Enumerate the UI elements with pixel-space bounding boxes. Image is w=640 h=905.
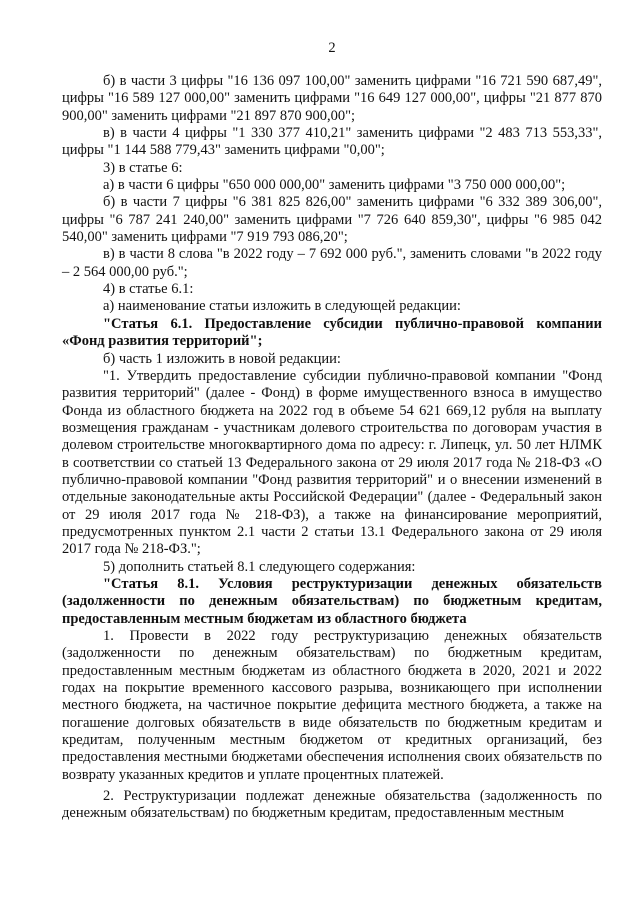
amendment-item-b-part-1: б) часть 1 изложить в новой редакции:	[103, 350, 341, 367]
article-6-1-part-1-text: "1. Утвердить предоставление субсидии публично-правовой компании "Фонд развития территорий" (далее - Фонд) в форме имущественного взноса в имущество Фонда из областного бюджета на 2022 год в объеме 54 621 669,12 рубля на выплату возмещения гражданам - участникам долевого строительства по договорам участия в долевом строительстве многоквартирного дома по адресу: г. Липецк, ул. 50 лет НЛМК в соответствии со статьей 13 Федерального закона от 29 июля 2017 года № 218-ФЗ «О публично-правовой компании "Фонд развития территорий" и о внесении изменений в отдельные законодательные акты Российской Федерации" (далее - Федеральный закон от 29 июля 2017 года № 218-ФЗ), а также на финансирование мероприятий, предусмотренных пунктом 2.1 части 2 статьи 13.1 Федерального закона от 29 июля 2017 года № 218-ФЗ.";	[62, 367, 602, 558]
amendment-item-a-part-6: а) в части 6 цифры "650 000 000,00" заменить цифрами "3 750 000 000,00";	[103, 177, 566, 194]
amendment-item-v-part-8: в) в части 8 слова "в 2022 году – 7 692 000 руб.", заменить словами "в 2022 году – 2 564 000,00 руб.";	[62, 246, 602, 280]
amendment-item-a-title: а) наименование статьи изложить в следующей редакции:	[103, 298, 461, 315]
article-8-1-part-1-text: 1. Провести в 2022 году реструктуризацию денежных обязательств (задолженности по денежным обязательствам) по бюджетным кредитам, предоставленным местным бюджетам из областного бюджета в 2020, 2021 и 2022 годах на покрытие временного кассового разрыва, возникающего при исполнении местного бюджета, на частичное покрытие дефицита местного бюджета, а также на погашение долговых обязательств в виде обязательств по бюджетным кредитам и кредитам, полученным местным бюджетом от кредитных организаций, без предоставления местными бюджетами обеспечения исполнения своих обязательств по возврату указанных кредитов и уплате процентных платежей.	[62, 628, 602, 783]
amendment-article-6-1-heading: 4) в статье 6.1:	[103, 281, 194, 298]
amendment-item-b-part-7: б) в части 7 цифры "6 381 825 826,00" заменить цифрами "6 332 389 306,00", цифры "6 787 241 240,00" заменить цифрами "7 726 640 859,30", цифры "6 985 042 540,00" заменить цифрами "7 919 793 086,20";	[62, 194, 602, 246]
article-8-1-title: "Статья 8.1. Условия реструктуризации денежных обязательств (задолженности по денежным обязательствам) по бюджетным кредитам, предоставленным местным бюджетам из областного бюджета	[62, 575, 602, 627]
amendment-add-article-8-1: 5) дополнить статьей 8.1 следующего содержания:	[103, 558, 416, 575]
document-body	[62, 73, 602, 823]
page-number: 2	[328, 40, 336, 56]
amendment-item-v-part-4: в) в части 4 цифры "1 330 377 410,21" заменить цифрами "2 483 713 553,33", цифры "1 144 588 779,43" заменить цифрами "0,00";	[62, 125, 602, 159]
article-8-1-part-2-text: 2. Реструктуризации подлежат денежные обязательства (задолженность по денежным обязательствам) по бюджетным кредитам, предоставленным местным	[62, 788, 602, 822]
amendment-item-b-part-3: б) в части 3 цифры "16 136 097 100,00" заменить цифрами "16 721 590 687,49", цифры "16 589 127 000,00" заменить цифрами "16 649 127 000,00", цифры "21 877 870 900,00" заменить цифрами "21 897 870 900,00";	[62, 73, 602, 124]
article-6-1-title: "Статья 6.1. Предоставление субсидии публично-правовой компании «Фонд развития территорий";	[62, 315, 602, 350]
amendment-article-6-heading: 3) в статье 6:	[103, 159, 183, 176]
